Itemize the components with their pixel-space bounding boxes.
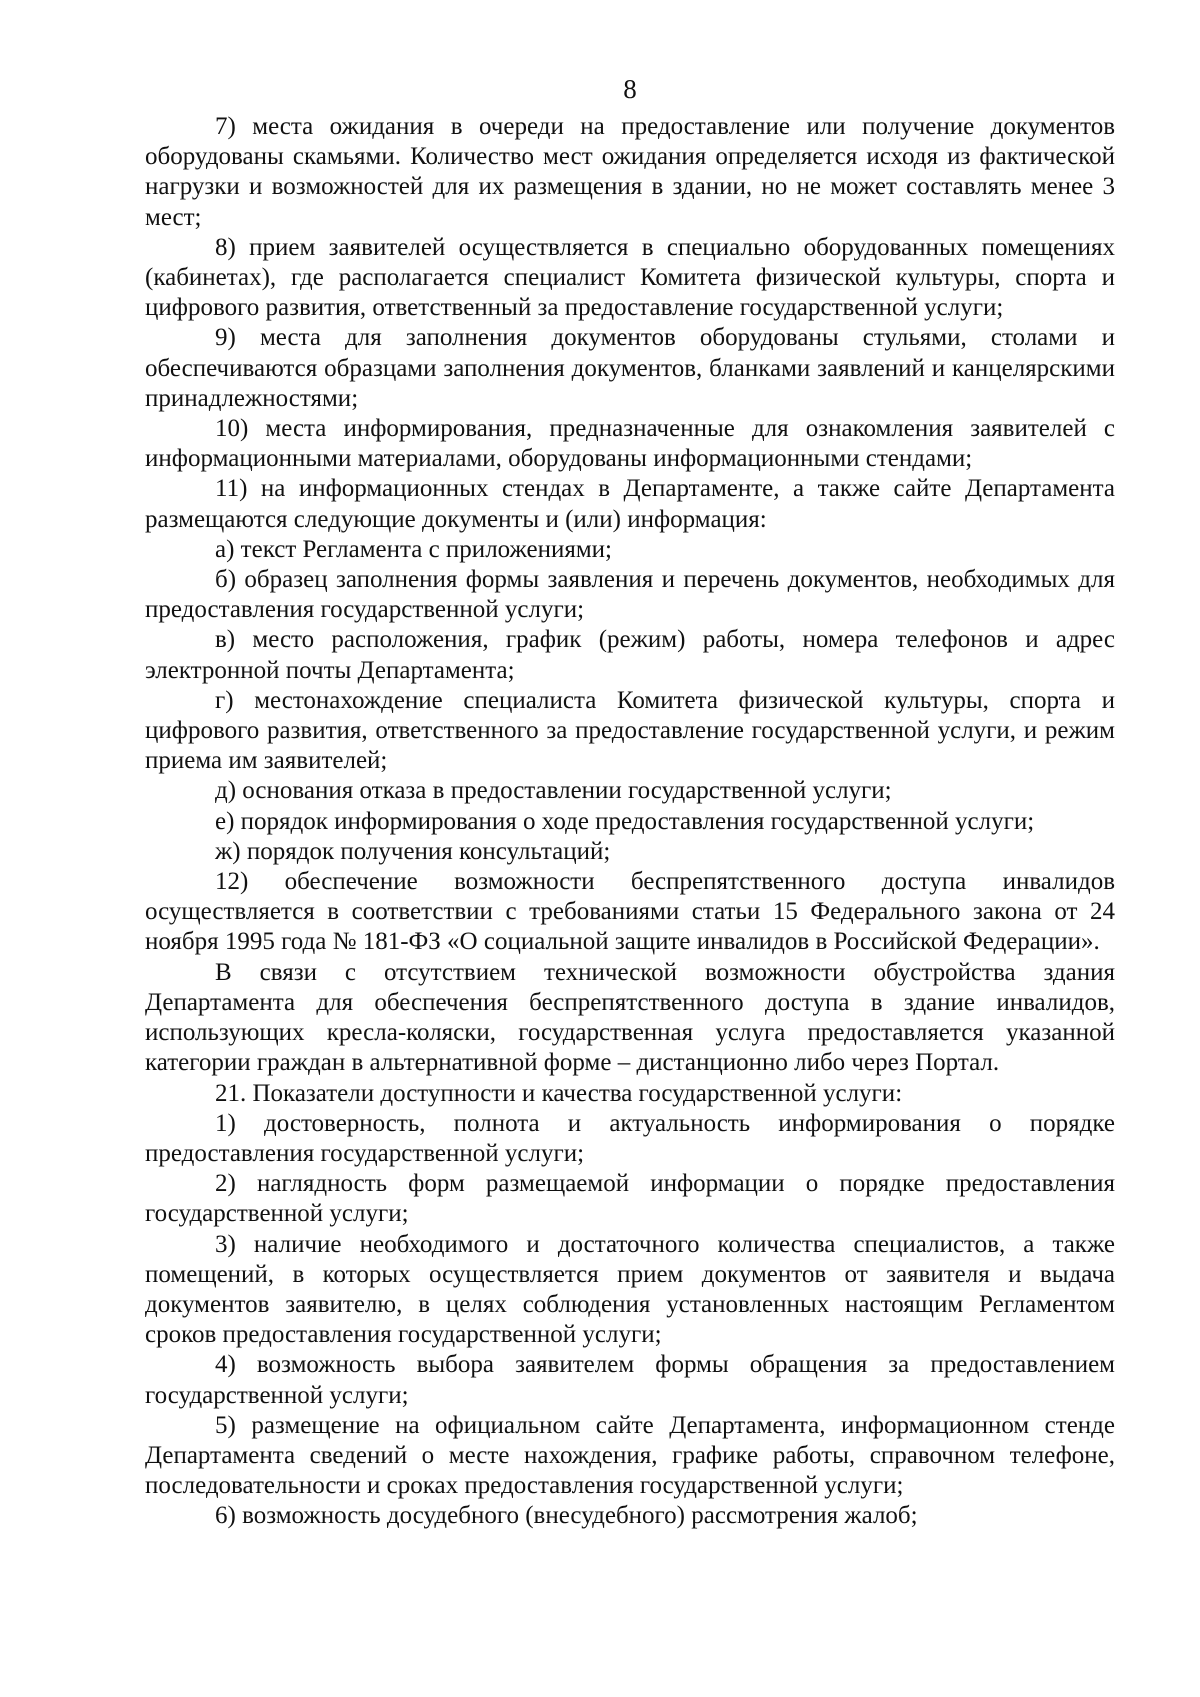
paragraph-subitem-d: д) основания отказа в предоставлении государственной услуги; [215, 777, 892, 805]
section-21-heading: 21. Показатели доступности и качества государственной услуги: [215, 1079, 903, 1107]
paragraph-indicator-5: 5) размещение на официальном сайте Департамента, информационном стенде Департамента сведений о месте нахождения, графике работы, справочном телефоне, последовательности и сроках предоставления государственной услуги; [145, 1411, 1115, 1500]
paragraph-indicator-1: 1) достоверность, полнота и актуальность информирования о порядке предоставления государственной услуги; [145, 1109, 1115, 1167]
paragraph-indicator-2: 2) наглядность форм размещаемой информации о порядке предоставления государственной услуги; [145, 1170, 1115, 1228]
paragraph-accessibility-note: В связи с отсутствием технической возможности обустройства здания Департамента для обеспечения беспрепятственного доступа в здание инвалидов, использующих кресла-коляски, государственная услуга предоставляется указанной категории граждан в альтернативной форме – дистанционно либо через Портал. [145, 958, 1115, 1077]
paragraph-item-8: 8) прием заявителей осуществляется в специально оборудованных помещениях (кабинетах), где располагается специалист Комитета физической культуры, спорта и цифрового развития, ответственный за предоставление государственной услуги; [145, 233, 1115, 322]
paragraph-indicator-4: 4) возможность выбора заявителем формы обращения за предоставлением государственной услуги; [145, 1351, 1115, 1409]
paragraph-subitem-g: г) местонахождение специалиста Комитета физической культуры, спорта и цифрового развития, ответственного за предоставление государственной услуги, и режим приема им заявителей; [145, 686, 1115, 775]
paragraph-item-12: 12) обеспечение возможности беспрепятственного доступа инвалидов осуществляется в соответствии с требованиями статьи 15 Федерального закона от 24 ноября 1995 года № 181-ФЗ «О социальной защите инвалидов в Российской Федерации». [145, 868, 1115, 956]
paragraph-subitem-b: б) образец заполнения формы заявления и перечень документов, необходимых для предоставления государственной услуги; [145, 566, 1115, 624]
paragraph-indicator-6: 6) возможность досудебного (внесудебного) рассмотрения жалоб; [215, 1502, 918, 1530]
paragraph-item-10: 10) места информирования, предназначенные для ознакомления заявителей с информационными материалами, оборудованы информационными стендами; [145, 415, 1115, 473]
paragraph-subitem-a: а) текст Регламента с приложениями; [215, 535, 612, 563]
paragraph-subitem-zh: ж) порядок получения консультаций; [215, 837, 611, 865]
paragraph-item-9: 9) места для заполнения документов оборудованы стульями, столами и обеспечиваются образцами заполнения документов, бланками заявлений и канцелярскими принадлежностями; [145, 324, 1115, 412]
paragraph-item-11: 11) на информационных стендах в Департаменте, а также сайте Департамента размещаются следующие документы и (или) информация: [145, 475, 1115, 533]
paragraph-indicator-3: 3) наличие необходимого и достаточного количества специалистов, а также помещений, в которых осуществляется прием документов от заявителя и выдача документов заявителю, в целях соблюдения установленных настоящим Регламентом сроков предоставления государственной услуги; [145, 1230, 1115, 1349]
paragraph-item-7: 7) места ожидания в очереди на предоставление или получение документов оборудованы скамьями. Количество мест ожидания определяется исходя из фактической нагрузки и возможностей для их размещения в здании, но не может составлять менее 3 мест; [145, 113, 1115, 231]
page-number: 8 [623, 74, 637, 104]
paragraph-subitem-e: е) порядок информирования о ходе предоставления государственной услуги; [215, 807, 1035, 835]
document-body [145, 112, 1115, 1532]
paragraph-subitem-v: в) место расположения, график (режим) работы, номера телефонов и адрес электронной почты Департамента; [145, 626, 1115, 684]
